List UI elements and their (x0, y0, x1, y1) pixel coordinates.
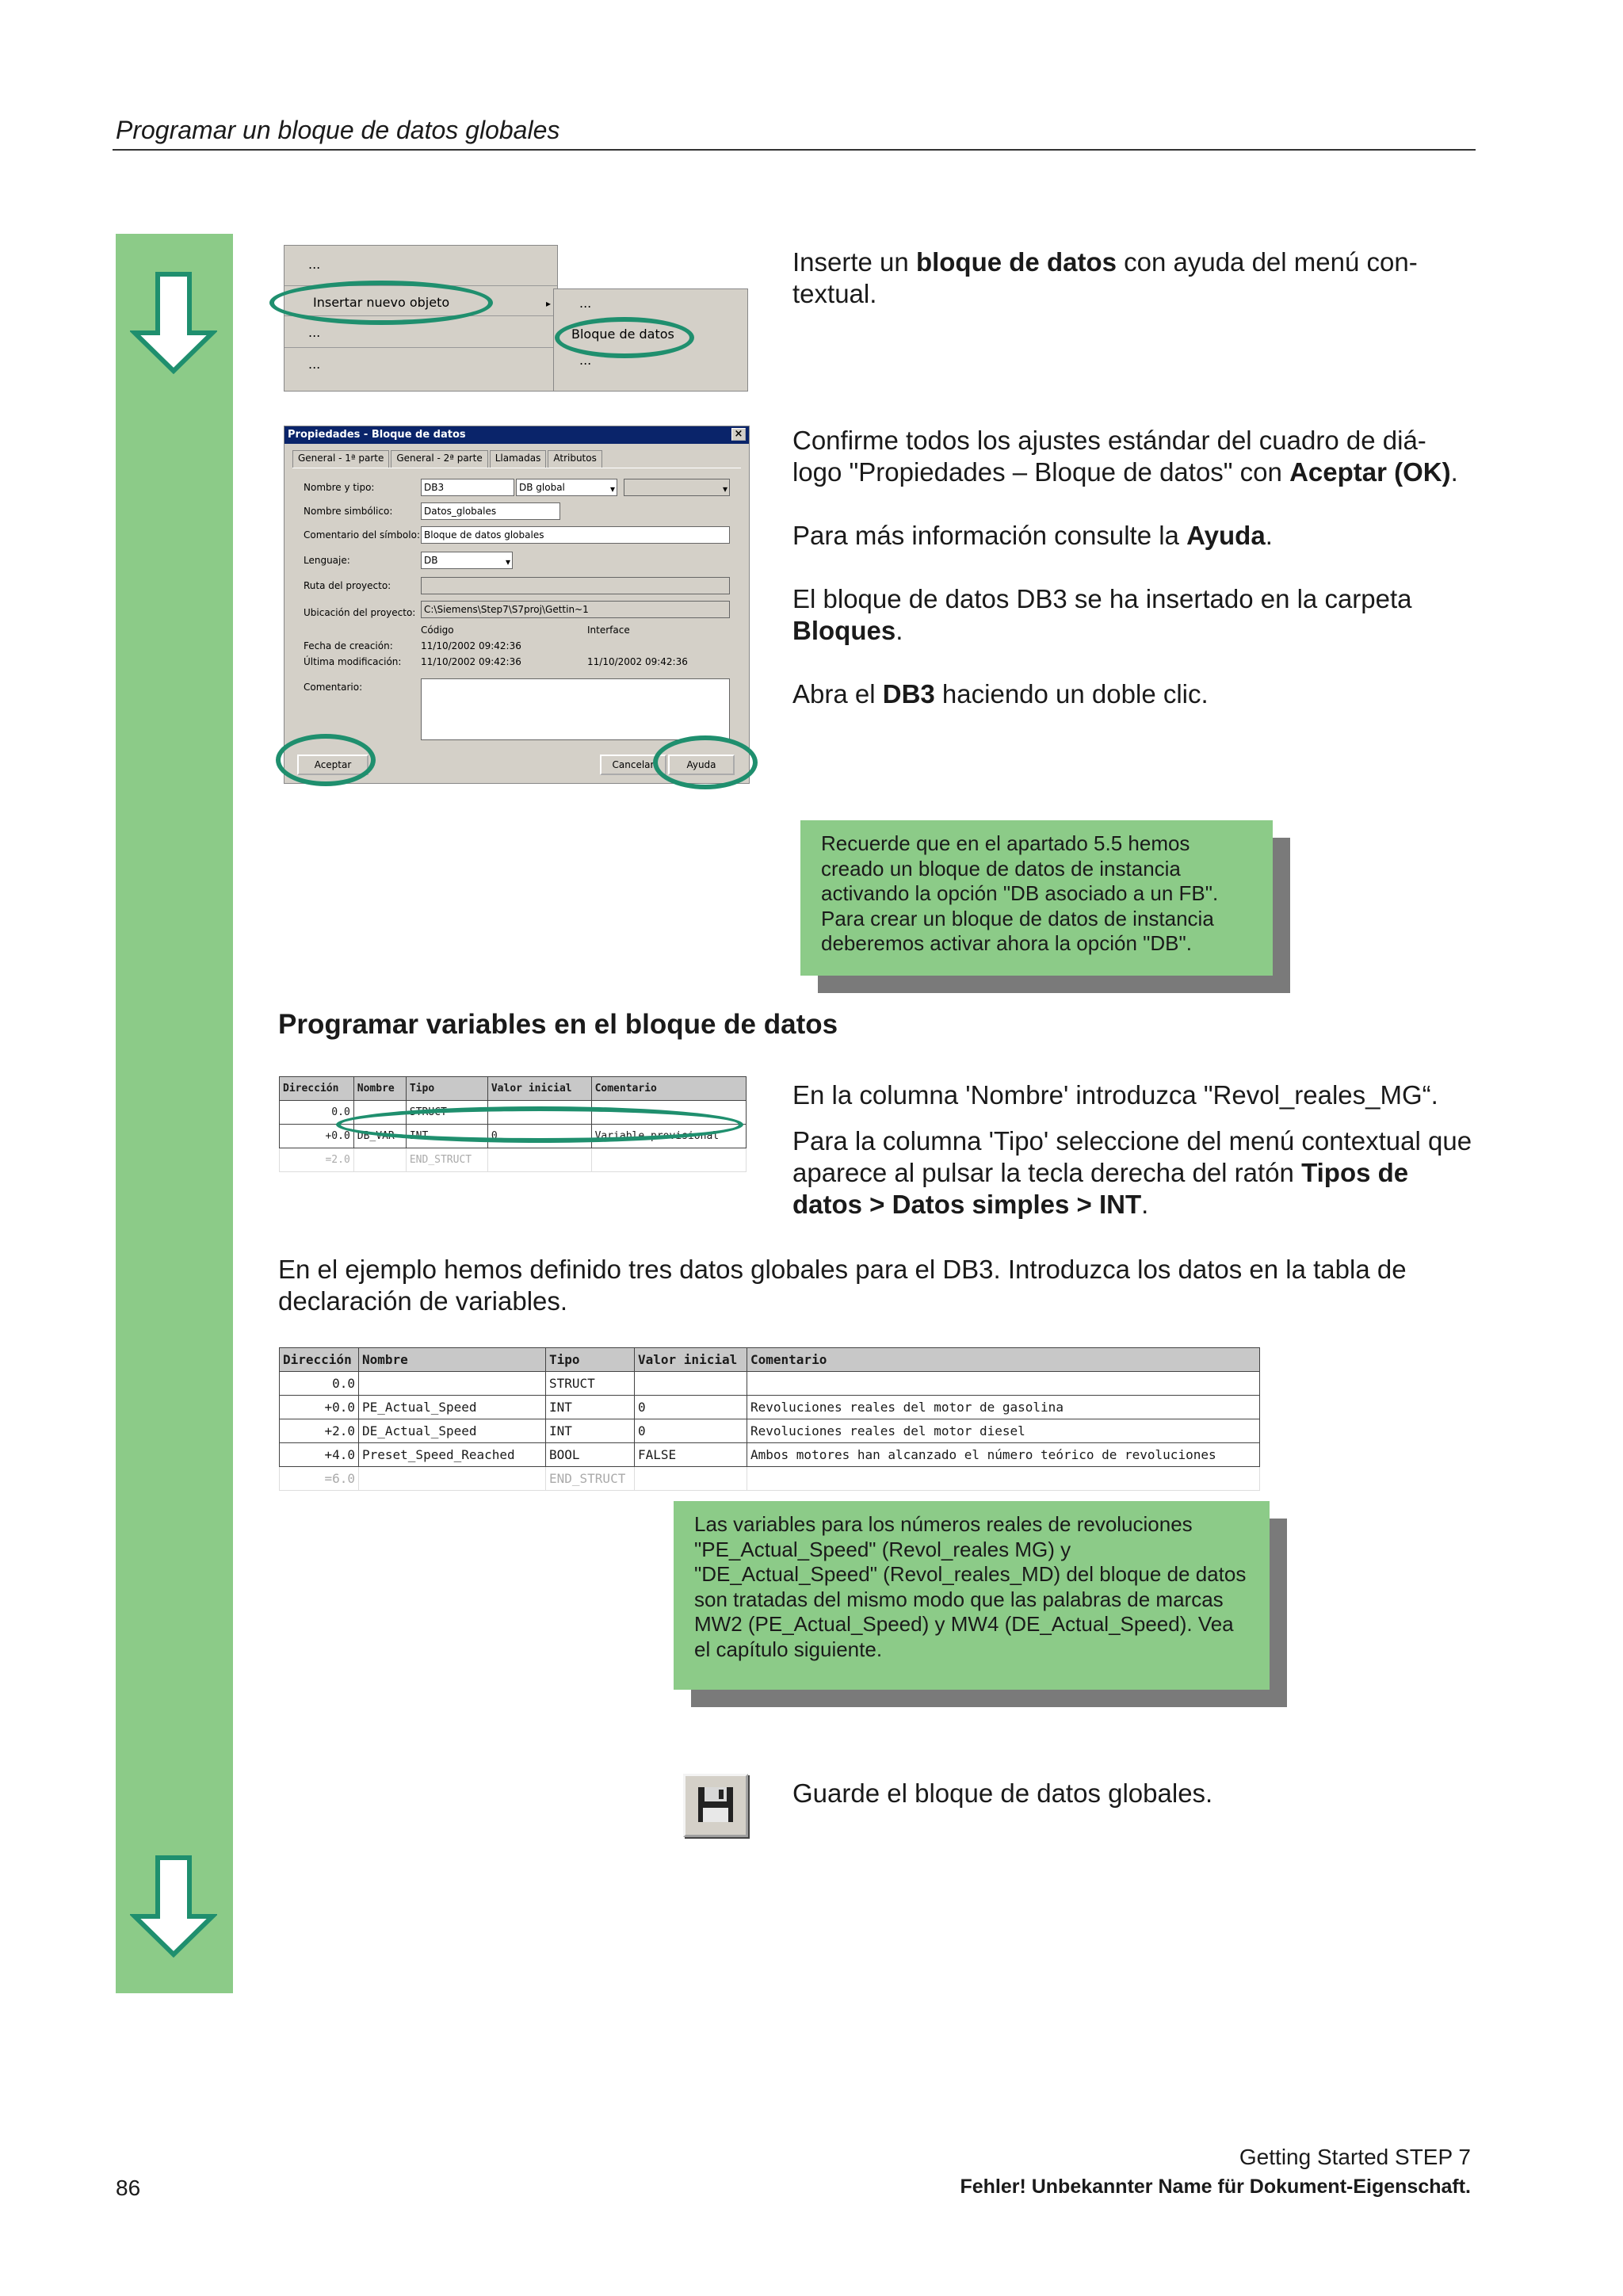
chevron-down-icon: ▾ (722, 483, 727, 495)
created-value: 11/10/2002 09:42:36 (421, 640, 521, 651)
symbolic-name-field[interactable]: Datos_globales (421, 502, 560, 520)
tab-calls[interactable]: Llamadas (490, 450, 547, 468)
col-header: Tipo (546, 1348, 635, 1372)
table-row: +2.0 DE_Actual_Speed INT 0 Revoluciones reales del motor diesel (280, 1419, 1260, 1443)
submenu-arrow-icon: ▸ (546, 298, 552, 309)
down-arrow-icon (130, 271, 217, 374)
submenu-item-data-block[interactable]: Bloque de datos (571, 327, 674, 342)
menu-item[interactable]: ... (308, 357, 321, 372)
label-project-location: Ubicación del proyecto: (304, 607, 416, 618)
ok-button[interactable]: Aceptar (297, 755, 369, 775)
page-number: 86 (116, 2176, 141, 2200)
col-header: Dirección (280, 1348, 359, 1372)
help-button[interactable]: Ayuda (668, 755, 735, 775)
declaration-table (279, 1347, 1260, 1491)
step4-text: Guarde el bloque de datos globales. (792, 1778, 1213, 1808)
symbol-comment-field[interactable]: Bloque de datos globales (421, 526, 730, 544)
dialog-tabs (292, 450, 602, 468)
book-title: Getting Started STEP 7 (1239, 2145, 1471, 2169)
label-code: Código (421, 625, 454, 636)
label-symbolic: Nombre simbólico: (304, 506, 393, 517)
col-header: Nombre (353, 1077, 406, 1101)
type-select[interactable]: DB global ▾ (516, 479, 617, 496)
label-created: Fecha de creación: (304, 640, 393, 651)
label-symbol-comment: Comentario del símbolo: (304, 529, 420, 541)
green-sidebar (116, 234, 233, 1993)
label-interface: Interface (587, 625, 630, 636)
submenu-item[interactable]: ... (579, 296, 592, 311)
highlight-oval (653, 735, 758, 789)
dialog-titlebar: Propiedades - Bloque de datos × (285, 426, 749, 444)
project-location-field: C:\Siemens\Step7\S7proj\Gettin~1 (421, 601, 730, 618)
label-modified: Última modificación: (304, 656, 402, 667)
note-box: Recuerde que en el apartado 5.5 hemos creado un bloque de datos de instancia activando la opción "DB asociado a un FB". Para crear un bloque de datos de instancia deberemos activar ahora la opción "DB". (800, 820, 1273, 976)
label-language: Lenguaje: (304, 555, 350, 566)
comment-textarea[interactable] (421, 678, 730, 740)
properties-dialog (284, 426, 750, 784)
modified-value: 11/10/2002 09:42:36 (421, 656, 521, 667)
language-select[interactable]: DB ▾ (421, 552, 513, 569)
step3-text: En la columna 'Nombre' introduzca "Revol_reales_MG“. Para la columna 'Tipo' seleccione del menú contextual que aparece al pulsar la tecla derecha del ratón Tipos de datos > Datos simples > INT. (792, 1080, 1472, 1219)
table-row: +0.0 DB_VAR INT 0 Variable provisional (280, 1125, 747, 1148)
table-row: =6.0 END_STRUCT (280, 1467, 1260, 1491)
step1-text: Inserte un bloque de datos con ayuda del menú con-textual. (792, 247, 1418, 308)
menu-item-insert-object[interactable]: Insertar nuevo objeto (313, 295, 450, 310)
menu-item[interactable]: ... (308, 325, 321, 340)
section-heading: Programar variables en el bloque de datos (278, 1009, 838, 1040)
col-header: Nombre (359, 1348, 546, 1372)
highlight-oval (555, 317, 694, 358)
label-comment: Comentario: (304, 682, 363, 693)
label-project-path: Ruta del proyecto: (304, 580, 391, 591)
floppy-disk-icon (685, 1776, 746, 1835)
name-field[interactable]: DB3 (421, 479, 514, 496)
close-icon[interactable]: × (731, 428, 746, 441)
highlight-oval (269, 281, 493, 325)
project-path-field (421, 577, 730, 594)
note-box: Las variables para los números reales de revoluciones "PE_Actual_Speed" (Revol_reales MG) y "DE_Actual_Speed" (Revol_reales_MD) del bloque de datos son tratadas del mismo modo que las palabras de marcas MW2 (PE_Actual_Speed) y MW4 (DE_Actual_Speed). Vea el capítulo siguiente. (674, 1501, 1270, 1690)
disabled-select (624, 479, 730, 496)
header-rule (113, 149, 1476, 151)
col-header: Valor inicial (487, 1077, 591, 1101)
tab-general-1[interactable]: General - 1ª parte (292, 450, 389, 468)
menu-item[interactable]: ... (308, 257, 321, 272)
label-name-type: Nombre y tipo: (304, 482, 375, 493)
submenu-item[interactable]: ... (579, 353, 592, 368)
highlight-oval (336, 1106, 743, 1143)
table-row: =2.0 END_STRUCT (280, 1148, 747, 1172)
cancel-button[interactable]: Cancelar (600, 755, 666, 775)
document-property-error: Fehler! Unbekannter Name für Dokument-Eigenschaft. (960, 2176, 1471, 2198)
down-arrow-icon (130, 1855, 217, 1958)
table-row: +4.0 Preset_Speed_Reached BOOL FALSE Ambos motores han alcanzado el número teórico de revoluciones (280, 1443, 1260, 1467)
table-row: 0.0 STRUCT (280, 1372, 1260, 1396)
modified-interface-value: 11/10/2002 09:42:36 (587, 656, 688, 667)
col-header: Valor inicial (635, 1348, 747, 1372)
table-row: 0.0 STRUCT (280, 1101, 747, 1125)
tab-attributes[interactable]: Atributos (548, 450, 602, 468)
col-header: Comentario (591, 1077, 746, 1101)
highlight-oval (276, 734, 376, 786)
table-row: +0.0 PE_Actual_Speed INT 0 Revoluciones reales del motor de gasolina (280, 1396, 1260, 1419)
save-icon[interactable] (683, 1774, 748, 1837)
chevron-down-icon: ▾ (609, 483, 615, 495)
intro-paragraph: En el ejemplo hemos definido tres datos globales para el DB3. Introduzca los datos en la tabla de declaración de variables. (278, 1255, 1407, 1316)
col-header: Tipo (406, 1077, 487, 1101)
tab-general-2[interactable]: General - 2ª parte (391, 450, 487, 468)
chevron-down-icon: ▾ (505, 556, 510, 567)
col-header: Dirección (280, 1077, 354, 1101)
step2-text: Confirme todos los ajustes estándar del cuadro de diá-logo "Propiedades – Bloque de datos" con Aceptar (OK). Para más información consulte la Ayuda. El bloque de datos DB3 se ha insertado en la carpeta Bloques. Abra el DB3 haciendo un doble clic. (792, 426, 1458, 709)
page-header-title: Programar un bloque de datos globales (116, 116, 560, 144)
col-header: Comentario (747, 1348, 1260, 1372)
